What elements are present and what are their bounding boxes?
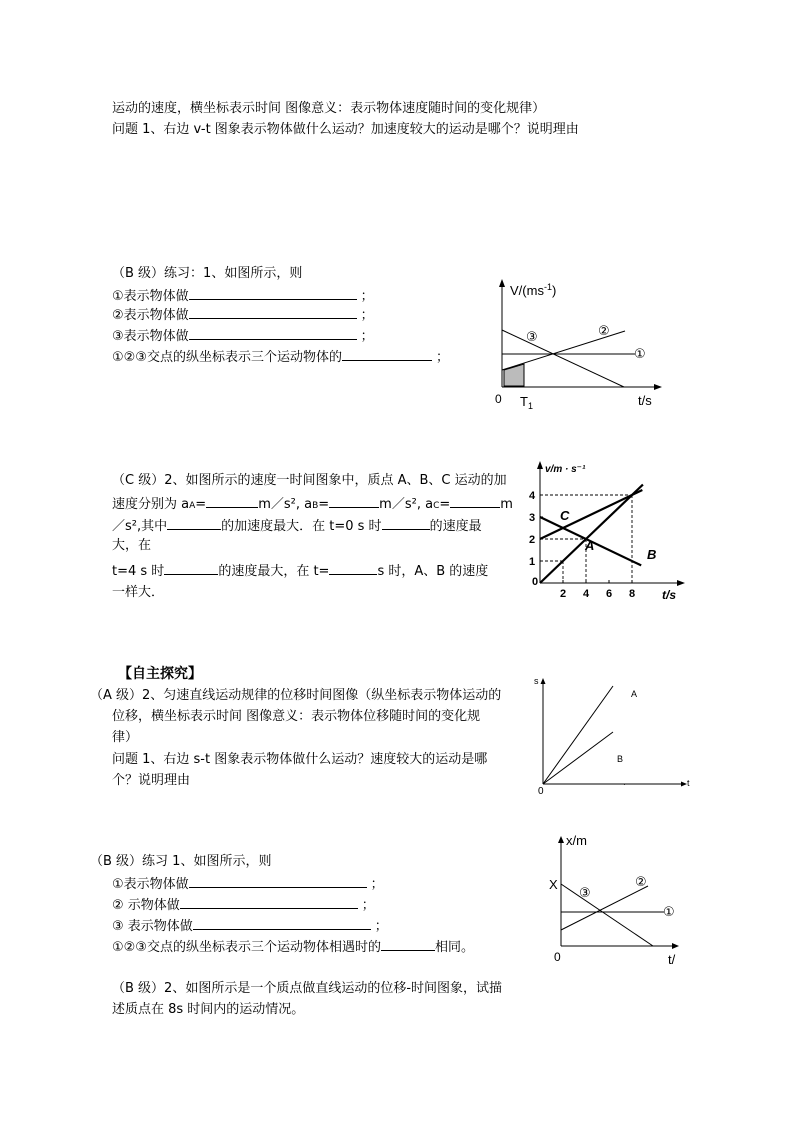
c2-line-6: 一样大．: [112, 585, 165, 600]
answer-blank[interactable]: [193, 916, 371, 930]
b1-line-3: ③表示物体做 ；: [112, 326, 374, 346]
y-axis-arrow: [499, 279, 505, 287]
explore-line-1: （A 级）2、匀速直线运动规律的位移时间图像（纵坐标表示物体运动的: [90, 688, 502, 703]
shaded-area: [504, 364, 524, 386]
vt-graph-1: [480, 275, 680, 415]
label-1: ①: [663, 904, 675, 919]
y-axis-label: x/m: [566, 833, 587, 848]
label-b: B: [617, 754, 624, 764]
series-label-c: C: [560, 508, 570, 523]
b1-line-2: ②表示物体做 ；: [112, 305, 374, 325]
b4-line-1: （B 级）2、如图所示是一个质点做直线运动的位移-时间图象，试描: [112, 981, 503, 996]
label-1: ①: [634, 346, 646, 361]
x-intercept-label: X: [549, 877, 558, 892]
intro-line-1: 运动的速度，横坐标表示时间 图像意义：表示物体速度随时间的变化规律）: [112, 101, 546, 116]
y-axis-label: s: [534, 676, 539, 686]
x-axis-label: t: [687, 778, 690, 788]
st-graph: [525, 670, 700, 800]
y-axis-arrow: [541, 678, 546, 684]
label-3: ③: [526, 329, 538, 344]
y-tick-label: 3: [529, 512, 536, 524]
b3-line-3: ③ 表示物体做 ；: [112, 916, 388, 936]
line-a: [543, 686, 613, 784]
b3-line-1: ①表示物体做 ；: [112, 874, 384, 894]
x-axis-arrow: [677, 580, 685, 586]
y-tick-label: 1: [529, 556, 536, 568]
x-axis-arrow: [654, 384, 662, 390]
b1-line-4: ①②③交点的纵坐标表示三个运动物体的 ；: [112, 347, 449, 367]
line-b: [543, 732, 613, 784]
origin-label: 0: [532, 576, 539, 588]
answer-blank[interactable]: [206, 494, 258, 508]
x-tick-label: 2: [560, 588, 567, 600]
t1-label: $T_1$: [520, 394, 533, 411]
vt-graph-2: [520, 458, 690, 608]
x-axis-label: t/s: [662, 588, 677, 602]
answer-blank[interactable]: [382, 516, 430, 530]
y-tick-label: 2: [529, 534, 536, 546]
y-axis-arrow: [558, 836, 564, 843]
intro-question-1: 问题 1、右边 v-t 图象表示物体做什么运动？加速度较大的运动是哪个？说明理由: [112, 122, 579, 137]
x-tick-label: 4: [583, 588, 590, 600]
series-line-a: [540, 485, 643, 583]
series-label-a: A: [585, 538, 595, 553]
c2-line-5: t=4 s 时 的速度最大，在 t= s 时，A、B 的速度: [112, 561, 488, 581]
b3-line-4: ①②③交点的纵坐标表示三个运动物体相遇时的 相同。: [112, 937, 474, 957]
c2-line-3: ／s²,其中 的加速度最大．在 t=0 s 时 的速度最: [112, 516, 482, 536]
series-line-c: [540, 490, 642, 539]
label-3: ③: [579, 885, 591, 900]
answer-blank[interactable]: [450, 494, 500, 508]
x-axis-arrow: [672, 943, 679, 949]
label-2: ②: [598, 323, 610, 338]
b4-line-2: 述质点在 8s 时间内的运动情况。: [112, 1002, 305, 1017]
b-exercise-3-title: （B 级）练习 1、如图所示，则: [90, 854, 272, 869]
y-tick-label: 4: [529, 490, 536, 502]
answer-blank[interactable]: [342, 347, 432, 361]
line-3: [561, 884, 653, 946]
c2-line-4: 大，在: [112, 538, 152, 553]
answer-blank[interactable]: [189, 305, 357, 319]
explore-line-2: 位移，横坐标表示时间 图像意义：表示物体位移随时间的变化规: [112, 709, 481, 724]
b3-line-2: ② 示物体做 ；: [112, 895, 375, 915]
b-exercise-1-title: （B 级）练习：1、如图所示，则: [112, 266, 303, 281]
answer-blank[interactable]: [189, 874, 367, 888]
origin-label: 0: [538, 786, 544, 797]
y-axis-arrow: [537, 461, 543, 469]
c2-line-1: （C 级）2、如图所示的速度一时间图象中，质点 A、B、C 运动的加: [112, 473, 507, 488]
x-tick-label: 8: [629, 588, 636, 600]
series-label-b: B: [647, 547, 657, 562]
tick-mark: ·: [623, 780, 626, 789]
x-axis-label: t/: [668, 952, 676, 967]
origin-label: 0: [495, 392, 502, 406]
y-axis-label: $V/(ms^{-1})$: [510, 282, 557, 298]
origin-label: 0: [554, 950, 561, 964]
explore-line-3: 律）: [112, 730, 139, 745]
answer-blank[interactable]: [189, 286, 357, 300]
y-axis-label: v/m · s⁻¹: [545, 464, 586, 475]
explore-line-4: 问题 1、右边 s-t 图象表示物体做什么运动？速度较大的运动是哪: [112, 752, 488, 767]
section-title: 【自主探究】: [118, 666, 202, 682]
answer-blank[interactable]: [189, 326, 357, 340]
answer-blank[interactable]: [381, 937, 435, 951]
answer-blank[interactable]: [164, 561, 218, 575]
b1-line-1: ①表示物体做 ；: [112, 286, 374, 306]
c2-line-2: 速度分别为 aA= m／s², aB= m／s², aC= m: [112, 494, 513, 515]
x-axis-label: t/s: [638, 393, 652, 408]
xt-graph: [535, 828, 695, 970]
explore-line-5: 个？说明理由: [112, 773, 191, 788]
answer-blank[interactable]: [329, 561, 377, 575]
label-a: A: [631, 689, 638, 699]
answer-blank[interactable]: [167, 516, 221, 530]
label-2: ②: [635, 874, 647, 889]
answer-blank[interactable]: [329, 494, 379, 508]
x-tick-label: 6: [606, 588, 613, 600]
answer-blank[interactable]: [180, 895, 358, 909]
